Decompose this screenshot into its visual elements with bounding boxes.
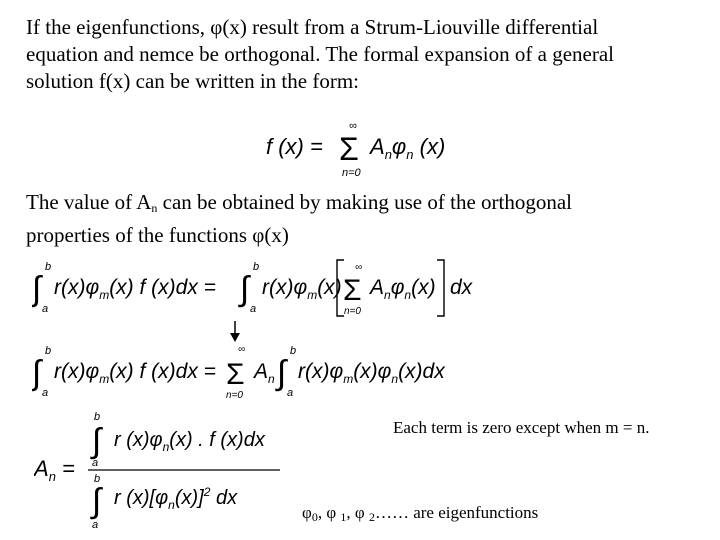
integral-1-upper: b <box>45 261 52 273</box>
outer-dx: dx <box>450 276 473 299</box>
value-line-1-prefix: The value of A <box>26 190 152 214</box>
intro-paragraph <box>26 14 716 95</box>
den-integral: ∫ <box>92 482 102 520</box>
integral-3: ∫ <box>32 354 42 392</box>
step2-coef: $A_n$ <box>254 360 275 386</box>
integral-3-lower: a <box>42 387 49 399</box>
den-integral-upper: b <box>94 473 101 485</box>
denominator: r $(x)[\varphi_n(x)]^2$ dx <box>114 485 238 512</box>
step1-lhs: $r(x)\varphi_m(x)$ f (x)dx = <box>54 276 216 302</box>
coefficient-formula <box>34 408 294 534</box>
intro-line-1: If the eigenfunctions, φ(x) result from a Strum-Liouville differential <box>26 15 599 39</box>
outer-sum-upper: ∞ <box>238 344 246 355</box>
inner-sum: Σ <box>343 274 362 307</box>
coef-lhs: $A_n$ = <box>34 456 75 484</box>
inner-sum-lower: n=0 <box>344 306 361 317</box>
eigen-phi-2: , φ <box>346 503 369 522</box>
intro-line-3: solution f(x) can be written in the form: <box>26 69 359 93</box>
value-line-2: properties of the functions φ(x) <box>26 223 289 247</box>
integral-2-lower: a <box>250 303 257 315</box>
integral-1: ∫ <box>32 270 42 308</box>
integral-4: ∫ <box>277 354 287 392</box>
outer-sum-lower: n=0 <box>226 390 243 401</box>
step2-rhs: $r(x)\varphi_m(x)\varphi_n(x)dx$ <box>298 360 445 386</box>
integral-3-upper: b <box>45 345 52 357</box>
eigen-sub-2: 2 <box>368 510 375 524</box>
integral-2: ∫ <box>240 270 250 308</box>
value-line-1-subscript: n <box>151 201 158 215</box>
integral-4-lower: a <box>287 387 294 399</box>
step2-lhs: $r(x)\varphi_m(x)$ f (x)dx = <box>54 360 216 386</box>
num-integral-upper: b <box>94 411 101 423</box>
expansion-equation <box>266 118 456 180</box>
num-integral: ∫ <box>92 422 102 460</box>
integral-2-upper: b <box>253 261 260 273</box>
orthogonality-equation-step2 <box>32 340 482 404</box>
zero-term-note: Each term is zero except when m = n. <box>393 418 650 437</box>
inner-term: $A_n\varphi_n(x)$ <box>370 276 436 302</box>
eigen-phi-0: φ <box>302 503 312 522</box>
inner-sum-upper: ∞ <box>355 262 363 273</box>
right-bracket <box>437 260 444 316</box>
num-integral-lower: a <box>92 457 99 469</box>
orthogonality-equation-step1 <box>32 256 482 320</box>
value-line-1 <box>26 189 716 222</box>
value-line-1-suffix: can be obtained by making use of the orthogonal <box>157 190 573 214</box>
eigen-sub-1: 1 <box>340 510 347 524</box>
expansion-lhs: f (x) = <box>266 134 323 159</box>
sum-upper-limit: ∞ <box>349 120 357 132</box>
intro-line-2: equation and nemce be orthogonal. The formal expansion of a general <box>26 42 614 66</box>
sum-lower-limit: n=0 <box>342 167 361 179</box>
outer-sum: Σ <box>226 358 245 391</box>
eigen-sub-0: 0 <box>311 510 318 524</box>
integral-4-upper: b <box>290 345 297 357</box>
expansion-term: $A_n\varphi_n$ (x) <box>370 134 446 162</box>
eigen-suffix: …… are eigenfunctions <box>374 503 539 522</box>
sum-symbol: Σ <box>339 131 359 167</box>
value-paragraph <box>26 189 716 249</box>
den-integral-lower: a <box>92 519 99 531</box>
eigen-phi-1: , φ <box>317 503 341 522</box>
eigenfunctions-note <box>302 503 538 525</box>
integral-1-lower: a <box>42 303 49 315</box>
step1-rhs: $r(x)\varphi_m(x)$ <box>262 276 342 302</box>
numerator: r $(x)\varphi_n(x)$ . f (x)dx <box>114 429 265 454</box>
